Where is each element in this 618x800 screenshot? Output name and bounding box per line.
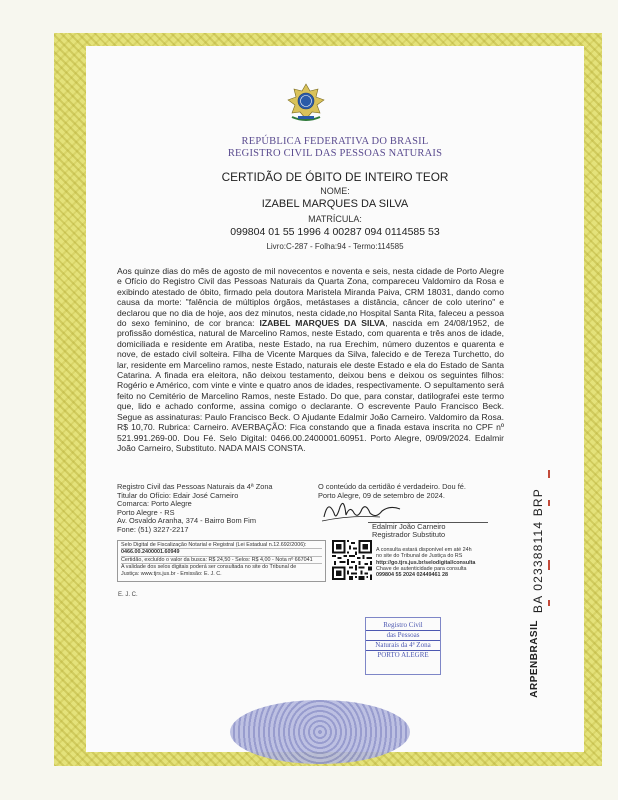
attestation-line: O conteúdo da certidão é verdadeiro. Dou fé. — [318, 482, 466, 491]
registry-line: Comarca: Porto Alegre — [117, 499, 192, 509]
security-mark — [548, 600, 550, 606]
registry-line: Fone: (51) 3227-2217 — [117, 524, 189, 534]
certificate-body — [117, 266, 504, 453]
signer-block — [372, 523, 512, 540]
signer-role: Registrador Substituto — [372, 530, 446, 540]
body-part-2: , nascida em 24/08/1952, de profissão doméstica, natural de Marcelino Ramos, neste Estado, com quarenta e três anos de idade, domiciliada e residente em Aratiba, neste Estado, na rua Erechim, número duzentos e quarenta e nove, de estado civil solteira. Filha de Vicente Marques da Silva, falecido e de Tereza Turchetto, do lar, residente em Marcelino ramos, neste Estado, naturais ele deste Estado e ela do Estado de Santa Catarina. A finada era eleitora, não deixou testamento, deixou bens e deixou os seguintes filhos: Rogério e Américo, com vinte e vinte e quatro anos de idades, respectivamente. O sepultamento será feito no Cemitério de Marcelino Ramos, neste Estado. Do que, para constar, datilografei este termo que, lido e achado conforme, assina comigo o declarante. O escrevente Paulo Francisco Beck. Segue as assinaturas: Paulo Francisco Beck. O Ajudante Edalmir João Carneiro. Valdomiro da Rosa. R$ 10,70. Rubrica: Carneiro. AVERBAÇÃO: Fica constando que a finada estava inscrita no CPF nº 521.991.269-00. Dou Fé. Selo Digital: 0466.00.2400001.60951. Porto Alegre, 09/09/2024. Edalmir João Carneiro, Substituto. NADA MAIS CONSTA. — [117, 318, 504, 453]
security-seal — [230, 700, 410, 764]
digital-seal-box — [117, 540, 326, 582]
signer-name: Edalmir João Carneiro — [372, 522, 446, 531]
signature — [320, 495, 405, 525]
qr-info — [376, 547, 506, 578]
qr-key: 099804 55 2024 02449461 28 — [376, 572, 448, 579]
registry-line: Titular do Ofício: Edair José Carneiro — [117, 490, 239, 500]
matricula-number: 099804 01 55 1996 4 00287 094 0114585 53 — [230, 226, 440, 238]
issuer-initials: E. J. C. — [118, 592, 138, 598]
body-part-1: Aos quinze dias do mês de agosto de mil novecentos e noventa e seis, nesta cidade de Porto Alegre e Ofício do Registro Civil das Pessoas Naturais da Quarta Zona, compareceu Valdomiro da Rosa e exibindo atestado de óbito, firmado pela doutora Maristela Miranda Paiva, CRM 18031, dando como causa da morte: "falência de múltiplos órgãos, metástases a distância, câncer de colo uterino" e declarou que no dia de hoje, aos dez minutos, nesta cidade,no Hospital Santa Rita, faleceu a pessoa do sexo feminino, de cor branca: — [117, 266, 504, 329]
security-mark — [548, 560, 550, 570]
registry-header: REGISTRO CIVIL DAS PESSOAS NATURAIS — [227, 148, 443, 159]
selo-line: Selo Digital de Fiscalização Notarial e Registral (Lei Estadual n.12.692/2006): — [121, 542, 322, 549]
selo-line: A validade dos selos digitais poderá ser consultada no site do Tribunal de — [121, 564, 297, 571]
certificate-title: CERTIDÃO DE ÓBITO DE INTEIRO TEOR — [221, 170, 449, 184]
body-name-bold: IZABEL MARQUES DA SILVA — [259, 318, 386, 329]
registry-line: Registro Civil das Pessoas Naturais da 4ª Zona — [117, 482, 273, 491]
stamp-line: Naturais da 4ª Zona — [366, 641, 440, 651]
name-label: NOME: — [320, 186, 350, 196]
republic-header: REPÚBLICA FEDERATIVA DO BRASIL — [241, 136, 429, 147]
qr-line: Chave de autenticidade para consulta — [376, 565, 467, 572]
registry-info — [117, 483, 307, 535]
brazil-coat-of-arms-icon — [286, 83, 326, 123]
arpen-brand: ARPENBRASIL — [529, 620, 540, 698]
book-reference: Livro:C-287 - Folha:94 - Termo:114585 — [266, 242, 404, 251]
qr-line: A consulta estará disponível em até 24h — [376, 547, 472, 553]
qr-line: http://go.tjrs.jus.br/selodigital/consulta — [376, 559, 476, 566]
security-mark — [548, 500, 550, 506]
qr-line: no site do Tribunal de Justiça do RS — [376, 553, 463, 560]
deceased-name: IZABEL MARQUES DA SILVA — [261, 198, 409, 210]
selo-code: 0466.00.2400001.60949 — [121, 549, 322, 556]
stamp-line: Registro Civil — [366, 621, 440, 631]
selo-line: Certidão, excluído o valor da busca: R$ 24,50 - Selos: R$ 4,00 - Nota nº 667041 — [121, 557, 322, 564]
stamp-line: das Pessoas — [366, 631, 440, 641]
registry-line: Av. Osvaldo Aranha, 374 - Bairro Bom Fim — [117, 516, 256, 526]
security-mark — [548, 470, 550, 478]
qr-code-icon — [332, 540, 372, 580]
serial-number: BA 023388114 BRP — [531, 488, 545, 614]
attestation-date: Porto Alegre, 09 de setembro de 2024. — [318, 490, 445, 500]
selo-line: Justiça: www.tjrs.jus.br - Emissão: E. J. C. — [121, 570, 222, 577]
stamp-line: PORTO ALEGRE — [377, 651, 429, 659]
matricula-label: MATRÍCULA: — [308, 214, 362, 224]
registry-stamp — [365, 617, 441, 675]
registry-line: Porto Alegre - RS — [117, 507, 175, 517]
